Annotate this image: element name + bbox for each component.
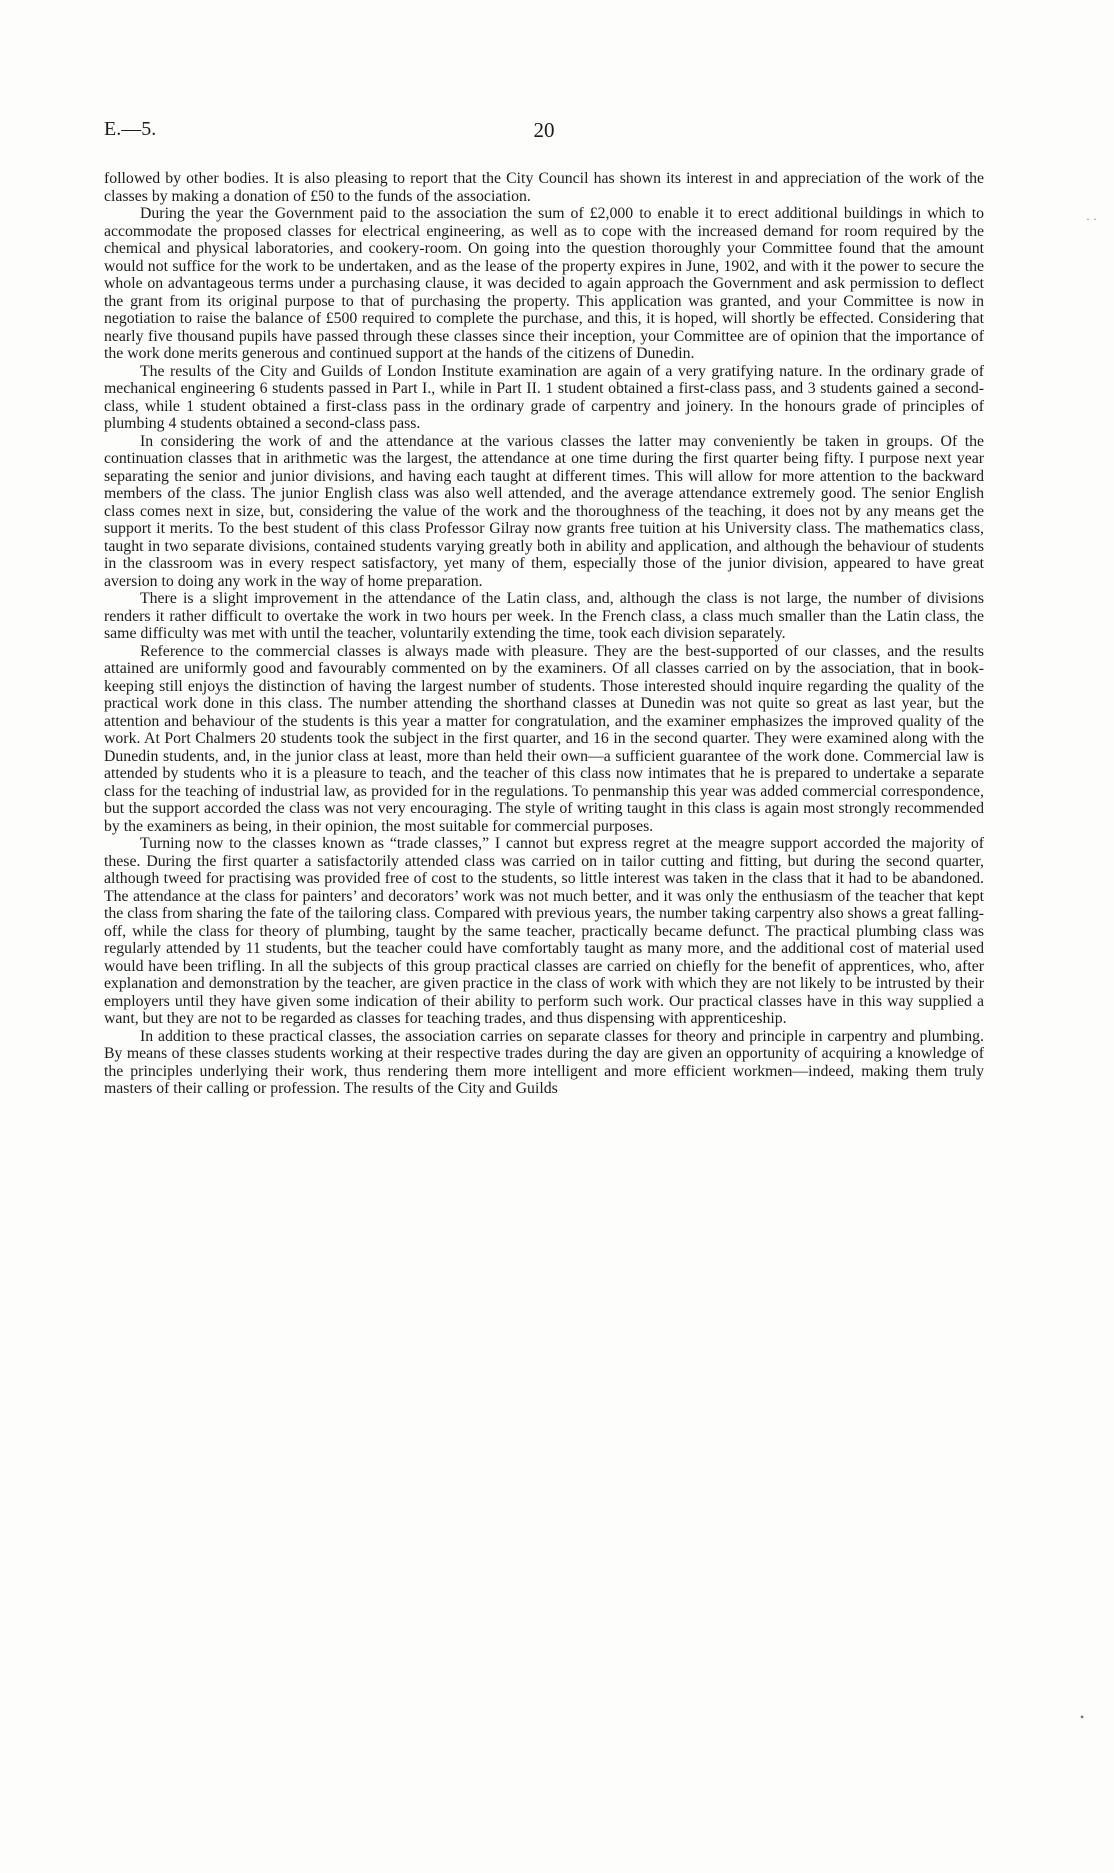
document-reference: E.—5. [104, 118, 157, 140]
paragraph-government-grant: During the year the Government paid to the association the sum of £2,000 to enable it to erect additional buildings in which to accommodate the proposed classes for electrical engineering, as well as to cope with the increased demand for room required by the chemical and physical laboratories, and cookery-room. On going into the question thoroughly your Committee found that the amount would not suffice for the work to be undertaken, and as the lease of the property expires in June, 1902, and with it the power to secure the whole on advantageous terms under a purchasing clause, it was decided to again approach the Government and ask permission to deflect the grant from its original purpose to that of purchasing the property. This application was granted, and your Committee is now in negotiation to raise the balance of £500 required to complete the purchase, and this, it is hoped, will shortly be effected. Considering that nearly five thousand pupils have passed through these classes since their inception, your Committee are of opinion that the importance of the work done merits generous and continued support at the hands of the citizens of Dunedin. [104, 205, 984, 362]
scan-speck: · · [1086, 212, 1097, 226]
paragraph-theory-classes: In addition to these practical classes, the association carries on separate classes for theory and principle in carpentry and plumbing. By means of these classes students working at their respective trades during the day are given an opportunity of acquiring a knowledge of the principles underlying their work, thus rendering them more intelligent and more efficient workmen—indeed, making them truly masters of their calling or profession. The results of the City and Guilds [104, 1027, 984, 1097]
page-number: 20 [533, 118, 555, 142]
body-text [104, 170, 984, 1098]
paragraph-language-classes: There is a slight improvement in the attendance of the Latin class, and, although the class is not large, the number of divisions renders it rather difficult to overtake the work in two hours per week. In the French class, a class much smaller than the Latin class, the same difficulty was met with until the teacher, voluntarily extending the time, took each division separately. [104, 590, 984, 642]
paragraph-examination-results: The results of the City and Guilds of London Institute examination are again of a very gratifying nature. In the ordinary grade of mechanical engineering 6 students passed in Part I., while in Part II. 1 student obtained a first-class pass, and 3 students gained a second-class, while 1 student obtained a first-class pass in the ordinary grade of carpentry and joinery. In the honours grade of principles of plumbing 4 students obtained a second-class pass. [104, 362, 984, 432]
paragraph-continued: followed by other bodies. It is also pleasing to report that the City Council has shown its interest in and appreciation of the work of the classes by making a donation of £50 to the funds of the association. [104, 170, 984, 205]
running-head [104, 118, 984, 148]
paragraph-continuation-classes: In considering the work of and the attendance at the various classes the latter may conveniently be taken in groups. Of the continuation classes that in arithmetic was the largest, the attendance at one time during the first quarter being fifty. I purpose next year separating the senior and junior divisions, and having each taught at different times. This will allow for more attention to the backward members of the class. The junior English class was also well attended, and the average attendance extremely good. The senior English class comes next in size, but, considering the value of the work and the thoroughness of the teaching, it does not by any means get the support it merits. To the best student of this class Professor Gilray now grants free tuition at his University class. The mathematics class, taught in two separate divisions, contained students varying greatly both in ability and application, and although the behaviour of students in the classroom was in every respect satisfactory, yet many of them, especially those of the junior division, appeared to have great aversion to doing any work in the way of home preparation. [104, 432, 984, 590]
paragraph-trade-classes: Turning now to the classes known as “trade classes,” I cannot but express regret at the meagre support accorded the majority of these. During the first quarter a satisfactorily attended class was carried on in tailor cutting and fitting, but during the second quarter, although tweed for practising was provided free of cost to the students, so little interest was taken in the class that it had to be abandoned. The attendance at the class for painters’ and decorators’ work was not much better, and it was only the enthusiasm of the teacher that kept the class from sharing the fate of the tailoring class. Compared with previous years, the number taking carpentry also shows a great falling-off, while the class for theory of plumbing, taught by the same teacher, practically became defunct. The practical plumbing class was regularly attended by 11 students, but the teacher could have comfortably taught as many more, and the additional cost of material used would have been trifling. In all the subjects of this group practical classes are carried on chiefly for the benefit of apprentices, who, after explanation and demonstration by the teacher, are given practice in the class of work with which they are not likely to be intrusted by their employers until they have given some indication of their ability to perform such work. Our practical classes have in this way supplied a want, but they are not to be regarded as classes for teaching trades, and thus dispensing with apprenticeship. [104, 835, 984, 1027]
paragraph-commercial-classes: Reference to the commercial classes is always made with pleasure. They are the best-supported of our classes, and the results attained are uniformly good and favourably commented on by the examiners. Of all classes carried on by the association, that in book-keeping still enjoys the distinction of having the largest number of students. Those interested should inquire regarding the quality of the practical work done in this class. The number attending the shorthand classes at Dunedin was not quite so great as last year, but the attention and behaviour of the students is this year a matter for congratulation, and the examiner emphasizes the improved quality of the work. At Port Chalmers 20 students took the subject in the first quarter, and 16 in the second quarter. They were examined along with the Dunedin students, and, in the junior class at least, more than held their own—a sufficient guarantee of the work done. Commercial law is attended by students who it is a pleasure to teach, and the teacher of this class now intimates that he is prepared to undertake a separate class for the teaching of industrial law, as provided for in the regulations. To penmanship this year was added commercial correspondence, but the support accorded the class was not very encouraging. The style of writing taught in this class is again most strongly recommended by the examiners as being, in their opinion, the most suitable for commercial purposes. [104, 642, 984, 835]
scan-speck: • [1080, 1710, 1085, 1724]
